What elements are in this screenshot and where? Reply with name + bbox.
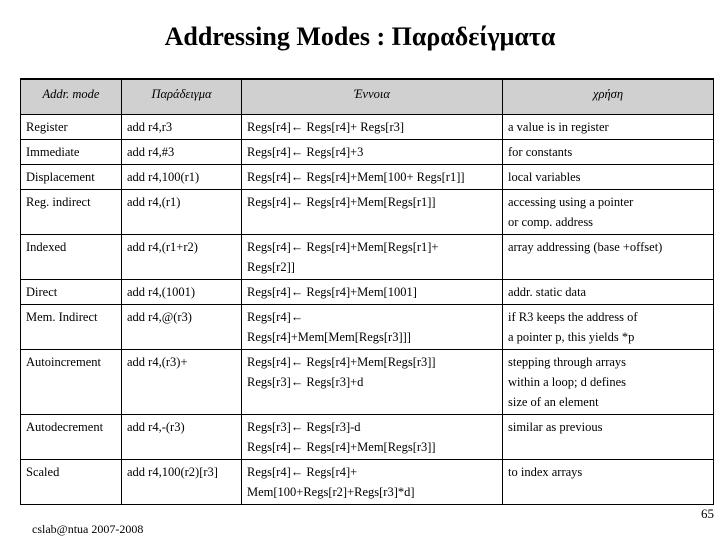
header-meaning: Έννοια [242, 79, 503, 115]
cell-example: add r4,(r1+r2) [122, 235, 242, 280]
cell-example: add r4,@(r3) [122, 305, 242, 350]
cell-addr-mode: Direct [21, 280, 122, 305]
meaning-line: Regs[r4]← Regs[r4]+ Regs[r3] [247, 120, 405, 134]
meaning-line: Regs[r4]← Regs[r4]+Mem[100+ Regs[r1]] [247, 170, 465, 184]
cell-meaning [242, 305, 503, 350]
cell-meaning [242, 460, 503, 505]
cell-addr-mode: Autodecrement [21, 415, 122, 460]
cell-example: add r4,-(r3) [122, 415, 242, 460]
use-line: size of an element [508, 395, 599, 409]
cell-example: add r4,100(r2)[r3] [122, 460, 242, 505]
meaning-line: Regs[r4]← [247, 310, 304, 324]
cell-use [503, 165, 714, 190]
header-addr-mode: Addr. mode [21, 79, 122, 115]
cell-example: add r4,(r1) [122, 190, 242, 235]
meaning-line: Regs[r4]← Regs[r4]+Mem[Regs[r3]] [247, 440, 436, 454]
cell-example: add r4,(r3)+ [122, 350, 242, 415]
table-row [21, 415, 714, 460]
meaning-line: Regs[r4]← Regs[r4]+Mem[Regs[r3]] [247, 355, 436, 369]
cell-use [503, 350, 714, 415]
meaning-line: Regs[r4]← Regs[r4]+Mem[1001] [247, 285, 417, 299]
cell-meaning [242, 140, 503, 165]
use-line: array addressing (base +offset) [508, 240, 663, 254]
cell-example: add r4,(1001) [122, 280, 242, 305]
cell-use [503, 190, 714, 235]
cell-example: add r4,100(r1) [122, 165, 242, 190]
cell-example: add r4,r3 [122, 115, 242, 140]
table-row [21, 140, 714, 165]
header-use: χρήση [503, 79, 714, 115]
meaning-line: Regs[r3]← Regs[r3]+d [247, 375, 364, 389]
table-row [21, 460, 714, 505]
cell-use [503, 305, 714, 350]
use-line: for constants [508, 145, 573, 159]
cell-use [503, 280, 714, 305]
table-row [21, 115, 714, 140]
use-line: accessing using a pointer [508, 195, 634, 209]
meaning-line: Mem[100+Regs[r2]+Regs[r3]*d] [247, 485, 415, 499]
cell-addr-mode: Reg. indirect [21, 190, 122, 235]
cell-meaning [242, 235, 503, 280]
cell-use [503, 460, 714, 505]
cell-addr-mode: Immediate [21, 140, 122, 165]
cell-use [503, 235, 714, 280]
use-line: to index arrays [508, 465, 583, 479]
use-line: if R3 keeps the address of [508, 310, 638, 324]
footer-credit: cslab@ntua 2007-2008 [32, 522, 144, 536]
meaning-line: Regs[r4]← Regs[r4]+Mem[Regs[r1]] [247, 195, 436, 209]
header-example: Παράδειγμα [122, 79, 242, 115]
table-row [21, 280, 714, 305]
cell-addr-mode: Scaled [21, 460, 122, 505]
table-row [21, 165, 714, 190]
table-row [21, 305, 714, 350]
cell-meaning [242, 190, 503, 235]
table-row [21, 190, 714, 235]
use-line: a pointer p, this yields *p [508, 330, 635, 344]
cell-meaning [242, 115, 503, 140]
use-line: similar as previous [508, 420, 603, 434]
meaning-line: Regs[r4]+Mem[Mem[Regs[r3]]] [247, 330, 411, 344]
cell-meaning [242, 280, 503, 305]
cell-use [503, 415, 714, 460]
cell-meaning [242, 350, 503, 415]
cell-use [503, 140, 714, 165]
meaning-line: Regs[r4]← Regs[r4]+3 [247, 145, 364, 159]
table-row [21, 235, 714, 280]
slide-title: Addressing Modes : Παραδείγματα [164, 22, 556, 51]
cell-addr-mode: Register [21, 115, 122, 140]
use-line: or comp. address [508, 215, 594, 229]
use-line: stepping through arrays [508, 355, 627, 369]
cell-use [503, 115, 714, 140]
cell-meaning [242, 415, 503, 460]
page-number: 65 [701, 506, 714, 521]
use-line: local variables [508, 170, 581, 184]
cell-addr-mode: Autoincrement [21, 350, 122, 415]
cell-example: add r4,#3 [122, 140, 242, 165]
cell-addr-mode: Indexed [21, 235, 122, 280]
use-line: within a loop; d defines [508, 375, 627, 389]
cell-addr-mode: Displacement [21, 165, 122, 190]
meaning-line: Regs[r2]] [247, 260, 295, 274]
addressing-modes-table [20, 78, 714, 505]
meaning-line: Regs[r3]← Regs[r3]-d [247, 420, 361, 434]
table-header-row [21, 79, 714, 115]
use-line: a value is in register [508, 120, 609, 134]
use-line: addr. static data [508, 285, 587, 299]
meaning-line: Regs[r4]← Regs[r4]+Mem[Regs[r1]+ [247, 240, 439, 254]
cell-addr-mode: Mem. Indirect [21, 305, 122, 350]
meaning-line: Regs[r4]← Regs[r4]+ [247, 465, 358, 479]
table-row [21, 350, 714, 415]
cell-meaning [242, 165, 503, 190]
